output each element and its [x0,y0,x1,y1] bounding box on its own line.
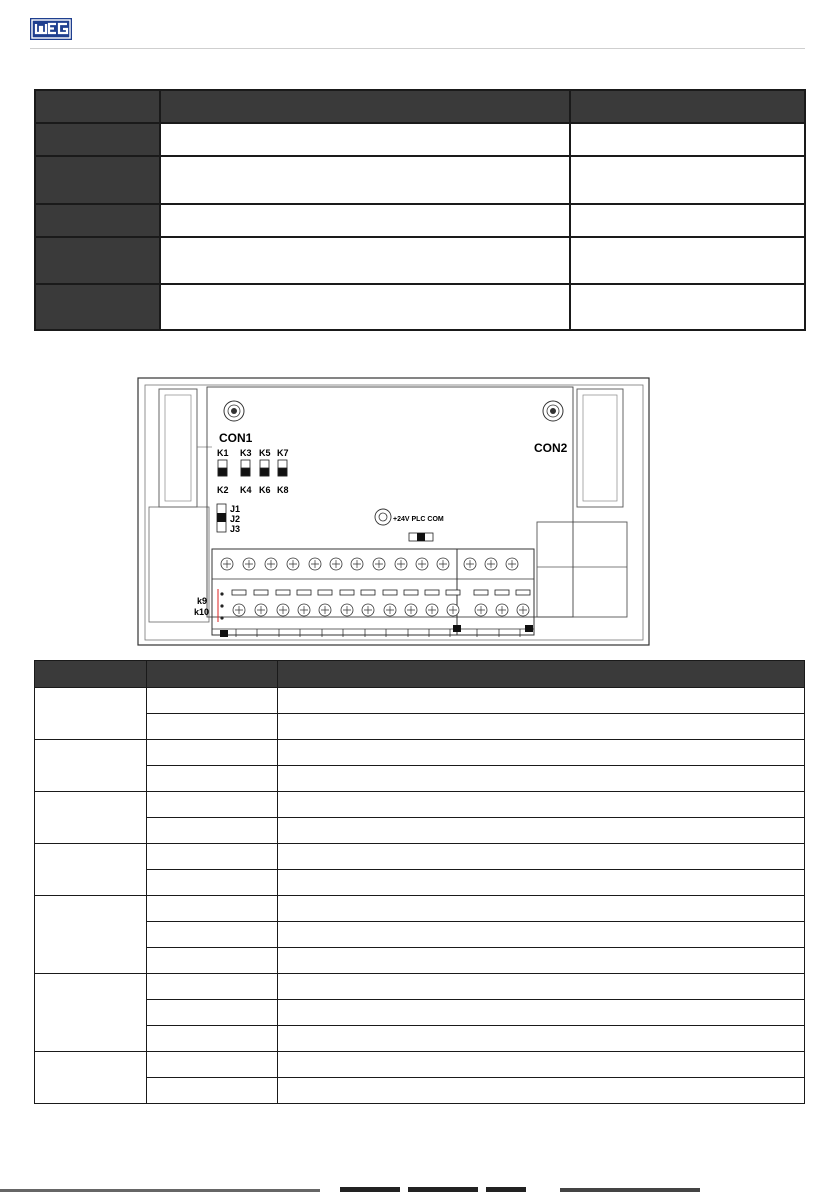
jumper-table [34,89,806,331]
table-row [35,714,805,740]
table-row [35,1000,805,1026]
k2-label: K2 [217,485,229,495]
plc-label: +24V PLC COM [393,516,444,523]
table-row [35,1078,805,1104]
weg-logo [30,18,72,40]
k8-label: K8 [277,485,289,495]
table-row [35,844,805,870]
k1-label: K1 [217,448,229,458]
j2-label: J2 [230,514,241,524]
k5-label: K5 [259,448,271,458]
table-row [35,237,805,284]
terminal-table [34,660,805,1104]
table-row [35,896,805,922]
table-row [35,870,805,896]
control-board-figure [137,377,650,647]
con2-label: CON2 [534,441,568,455]
k3-label: K3 [240,448,252,458]
table-row [35,1026,805,1052]
table-row [35,818,805,844]
table-row [35,922,805,948]
table-row [35,204,805,237]
footer-strip [0,1186,840,1192]
table-row [35,766,805,792]
table-row [35,123,805,156]
header-rule [30,48,805,49]
j3-label: J3 [230,524,241,534]
table-header-row [35,90,805,123]
table-row [35,284,805,330]
table-row [35,792,805,818]
k6-label: K6 [259,485,271,495]
k7-label: K7 [277,448,289,458]
k9-label: k9 [197,596,208,606]
k10-label: k10 [194,607,210,617]
table-row [35,740,805,766]
con1-label: CON1 [219,431,253,445]
table-header-row [35,661,805,688]
table-row [35,1052,805,1078]
table-row [35,156,805,204]
table-row [35,688,805,714]
table-row [35,948,805,974]
table-row [35,974,805,1000]
j1-label: J1 [230,504,241,514]
k4-label: K4 [240,485,252,495]
